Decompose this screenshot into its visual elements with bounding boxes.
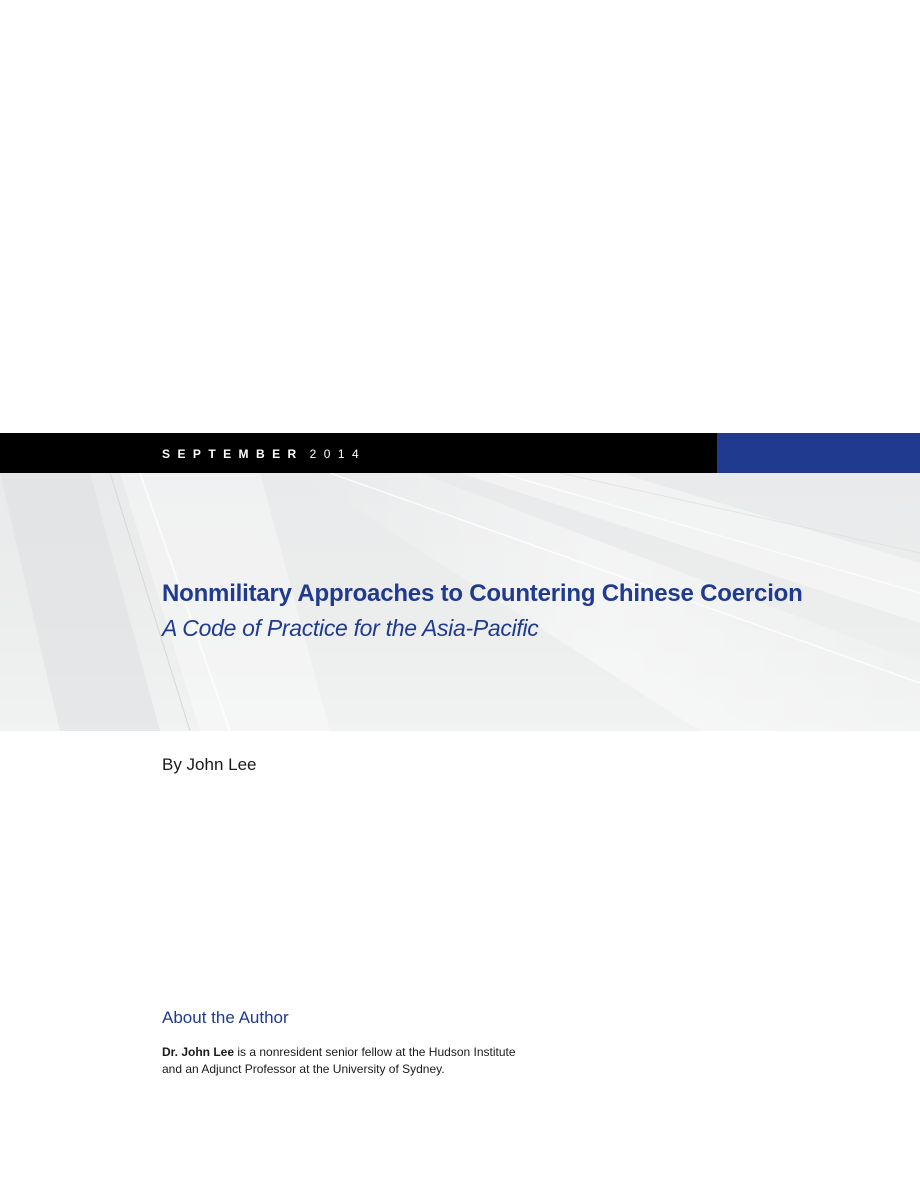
author-name: Dr. John Lee xyxy=(162,1045,235,1059)
publication-date xyxy=(162,446,366,462)
publication-year: 2014 xyxy=(309,447,367,461)
author-bio xyxy=(162,1044,522,1077)
about-author-heading: About the Author xyxy=(162,1008,289,1027)
report-title: Nonmilitary Approaches to Countering Chinese Coercion xyxy=(162,580,803,607)
report-subtitle: A Code of Practice for the Asia-Pacific xyxy=(162,615,539,641)
accent-block xyxy=(717,433,920,473)
publication-month: SEPTEMBER xyxy=(162,447,304,461)
author-byline: By John Lee xyxy=(162,755,257,774)
author-bio-text: is a nonresident senior fellow at the Hudson Institute and an Adjunct Professor at the University of Sydney. xyxy=(162,1045,516,1076)
